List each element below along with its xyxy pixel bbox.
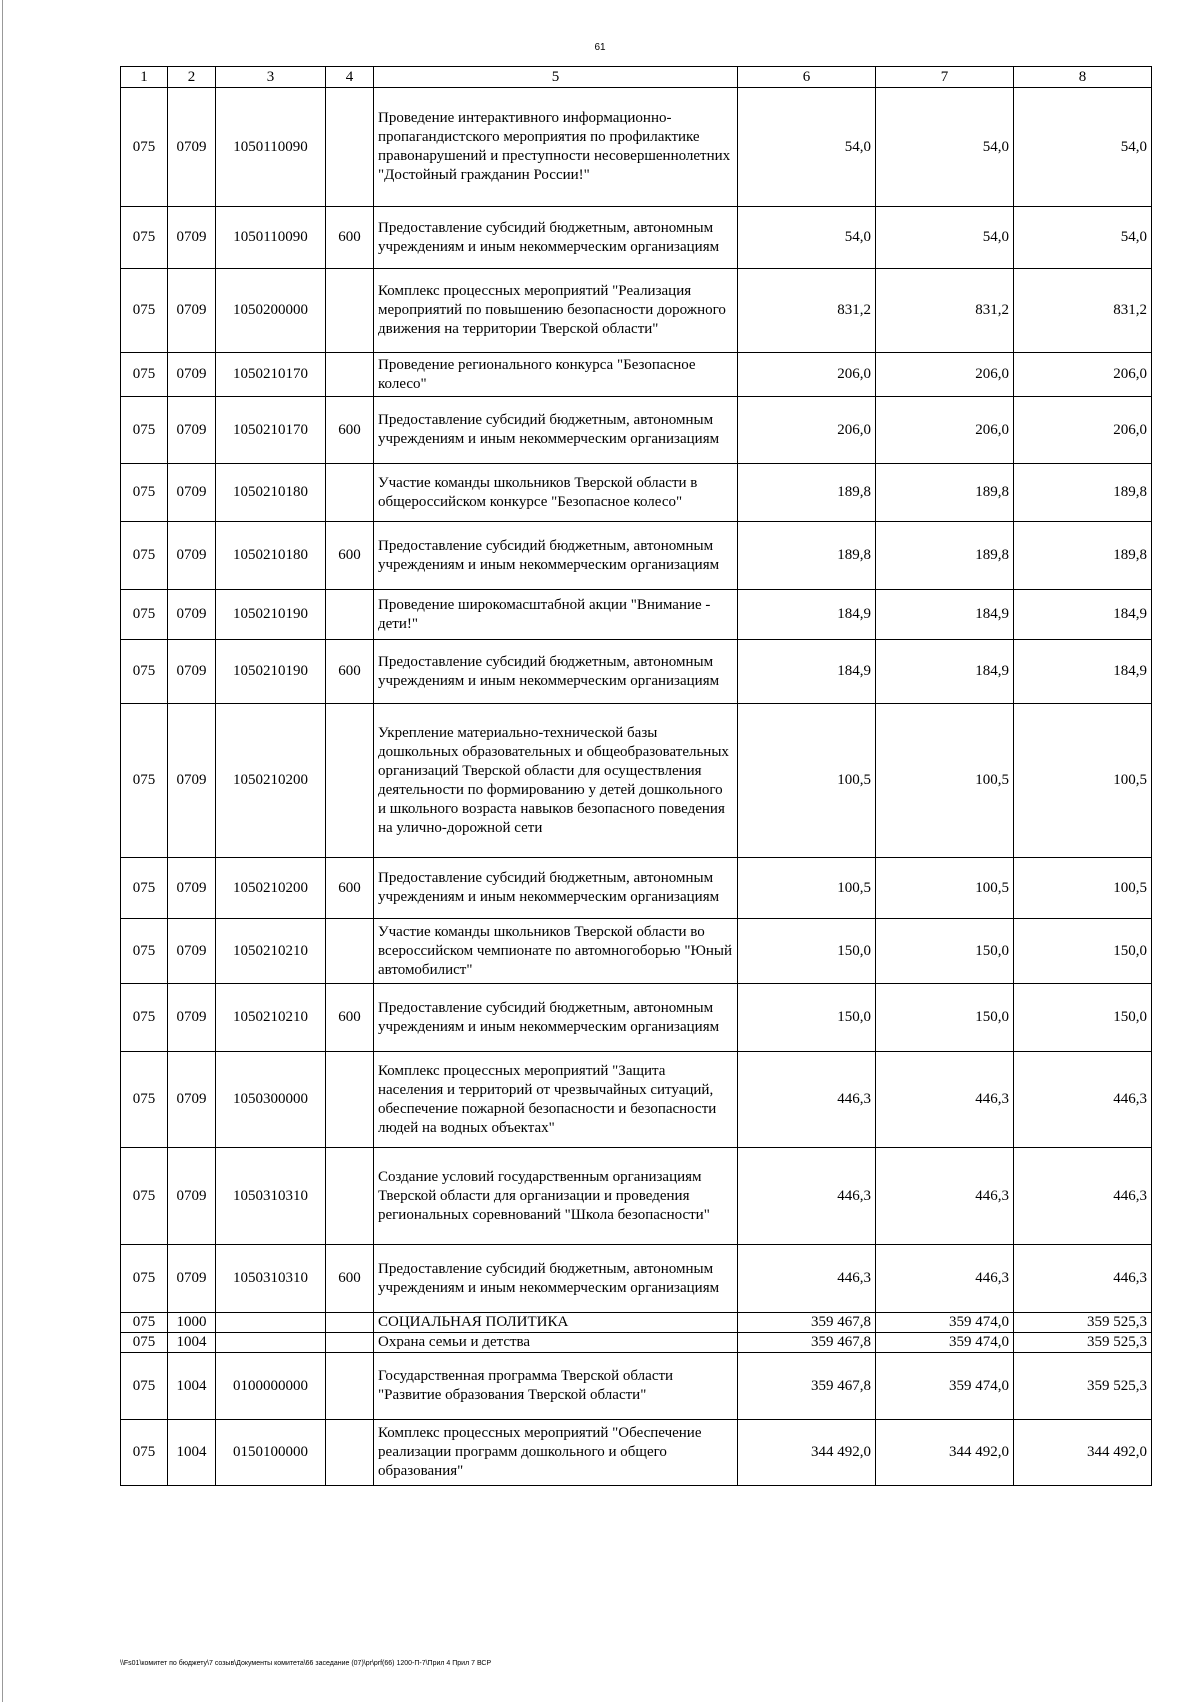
- amount-col-6-cell: 189,8: [738, 522, 876, 590]
- expense-type-cell: [326, 704, 374, 858]
- amount-col-6-cell: 344 492,0: [738, 1420, 876, 1486]
- expense-type-cell: 600: [326, 858, 374, 919]
- amount-col-8-cell: 100,5: [1014, 858, 1152, 919]
- chapter-code-cell: 075: [121, 1052, 168, 1148]
- expense-type-cell: [326, 1333, 374, 1353]
- table-row: [121, 1052, 1152, 1148]
- amount-col-6-cell: 150,0: [738, 984, 876, 1052]
- header-col-4: 4: [326, 67, 374, 88]
- description-cell: Проведение регионального конкурса "Безопасное колесо": [374, 353, 738, 397]
- amount-col-7-cell: 184,9: [876, 590, 1014, 640]
- amount-col-6-cell: 184,9: [738, 640, 876, 704]
- amount-col-8-cell: 184,9: [1014, 640, 1152, 704]
- amount-col-7-cell: 446,3: [876, 1052, 1014, 1148]
- description-cell: Предоставление субсидий бюджетным, автономным учреждениям и иным некоммерческим организациям: [374, 640, 738, 704]
- description-cell: Предоставление субсидий бюджетным, автономным учреждениям и иным некоммерческим организациям: [374, 207, 738, 269]
- amount-col-7-cell: 54,0: [876, 207, 1014, 269]
- amount-col-6-cell: 446,3: [738, 1052, 876, 1148]
- target-article-cell: 1050210190: [216, 640, 326, 704]
- amount-col-8-cell: 150,0: [1014, 919, 1152, 984]
- table-row: [121, 1420, 1152, 1486]
- amount-col-8-cell: 446,3: [1014, 1148, 1152, 1245]
- description-cell: Участие команды школьников Тверской области во всероссийском чемпионате по автомногоборью "Юный автомобилист": [374, 919, 738, 984]
- amount-col-8-cell: 359 525,3: [1014, 1333, 1152, 1353]
- amount-col-8-cell: 446,3: [1014, 1245, 1152, 1313]
- section-code-cell: 0709: [168, 397, 216, 464]
- amount-col-6-cell: 54,0: [738, 88, 876, 207]
- amount-col-8-cell: 150,0: [1014, 984, 1152, 1052]
- amount-col-8-cell: 359 525,3: [1014, 1313, 1152, 1333]
- amount-col-6-cell: 831,2: [738, 269, 876, 353]
- amount-col-8-cell: 184,9: [1014, 590, 1152, 640]
- amount-col-6-cell: 100,5: [738, 704, 876, 858]
- header-col-8: 8: [1014, 67, 1152, 88]
- header-row: [121, 67, 1152, 88]
- table-row: [121, 590, 1152, 640]
- amount-col-7-cell: 100,5: [876, 704, 1014, 858]
- target-article-cell: 1050210200: [216, 858, 326, 919]
- description-cell: Комплекс процессных мероприятий "Защита населения и территорий от чрезвычайных ситуаций, обеспечение пожарной безопасности и безопасности людей на водных объектах": [374, 1052, 738, 1148]
- section-code-cell: 0709: [168, 858, 216, 919]
- amount-col-7-cell: 150,0: [876, 984, 1014, 1052]
- table-row: [121, 1353, 1152, 1420]
- section-code-cell: 0709: [168, 1052, 216, 1148]
- chapter-code-cell: 075: [121, 858, 168, 919]
- amount-col-8-cell: 189,8: [1014, 464, 1152, 522]
- target-article-cell: 1050210200: [216, 704, 326, 858]
- table-row: [121, 353, 1152, 397]
- scan-edge-line: [2, 0, 3, 1702]
- table-row: [121, 88, 1152, 207]
- table-row: [121, 397, 1152, 464]
- amount-col-8-cell: 206,0: [1014, 353, 1152, 397]
- chapter-code-cell: 075: [121, 353, 168, 397]
- description-cell: Проведение интерактивного информационно-пропагандистского мероприятия по профилактике правонарушений и преступности несовершеннолетних "Достойный гражданин России!": [374, 88, 738, 207]
- section-code-cell: 1000: [168, 1313, 216, 1333]
- table-row: [121, 269, 1152, 353]
- header-col-2: 2: [168, 67, 216, 88]
- target-article-cell: 1050210170: [216, 397, 326, 464]
- description-cell: Комплекс процессных мероприятий "Обеспечение реализации программ дошкольного и общего образования": [374, 1420, 738, 1486]
- expense-type-cell: [326, 1148, 374, 1245]
- target-article-cell: 1050110090: [216, 88, 326, 207]
- section-code-cell: 0709: [168, 207, 216, 269]
- header-col-6: 6: [738, 67, 876, 88]
- chapter-code-cell: 075: [121, 88, 168, 207]
- amount-col-8-cell: 344 492,0: [1014, 1420, 1152, 1486]
- target-article-cell: 1050310310: [216, 1245, 326, 1313]
- target-article-cell: 1050300000: [216, 1052, 326, 1148]
- amount-col-8-cell: 359 525,3: [1014, 1353, 1152, 1420]
- expense-type-cell: [326, 1052, 374, 1148]
- description-cell: Комплекс процессных мероприятий "Реализация мероприятий по повышению безопасности дорожного движения на территории Тверской области": [374, 269, 738, 353]
- page-number: 61: [594, 42, 606, 53]
- description-cell: Предоставление субсидий бюджетным, автономным учреждениям и иным некоммерческим организациям: [374, 522, 738, 590]
- header-col-3: 3: [216, 67, 326, 88]
- table-row: [121, 1148, 1152, 1245]
- amount-col-6-cell: 359 467,8: [738, 1313, 876, 1333]
- amount-col-8-cell: 446,3: [1014, 1052, 1152, 1148]
- target-article-cell: 1050210180: [216, 464, 326, 522]
- section-code-cell: 0709: [168, 522, 216, 590]
- amount-col-7-cell: 150,0: [876, 919, 1014, 984]
- chapter-code-cell: 075: [121, 522, 168, 590]
- section-code-cell: 0709: [168, 590, 216, 640]
- description-cell: Предоставление субсидий бюджетным, автономным учреждениям и иным некоммерческим организациям: [374, 858, 738, 919]
- amount-col-7-cell: 446,3: [876, 1148, 1014, 1245]
- amount-col-6-cell: 184,9: [738, 590, 876, 640]
- table-row: [121, 464, 1152, 522]
- section-code-cell: 1004: [168, 1333, 216, 1353]
- description-cell: Участие команды школьников Тверской области в общероссийском конкурсе "Безопасное колесо": [374, 464, 738, 522]
- header-col-1: 1: [121, 67, 168, 88]
- section-code-cell: 0709: [168, 704, 216, 858]
- expense-type-cell: [326, 269, 374, 353]
- table-row: [121, 1313, 1152, 1333]
- amount-col-8-cell: 100,5: [1014, 704, 1152, 858]
- section-code-cell: 0709: [168, 984, 216, 1052]
- description-cell: Охрана семьи и детства: [374, 1333, 738, 1353]
- table-row: [121, 919, 1152, 984]
- amount-col-7-cell: 54,0: [876, 88, 1014, 207]
- table-body: [121, 88, 1152, 1486]
- amount-col-7-cell: 446,3: [876, 1245, 1014, 1313]
- target-article-cell: 1050110090: [216, 207, 326, 269]
- expense-type-cell: [326, 1313, 374, 1333]
- section-code-cell: 0709: [168, 269, 216, 353]
- expense-type-cell: 600: [326, 1245, 374, 1313]
- description-cell: Создание условий государственным организациям Тверской области для организации и проведения региональных соревнований "Школа безопасности": [374, 1148, 738, 1245]
- header-col-7: 7: [876, 67, 1014, 88]
- expense-type-cell: 600: [326, 640, 374, 704]
- amount-col-7-cell: 189,8: [876, 522, 1014, 590]
- section-code-cell: 0709: [168, 353, 216, 397]
- amount-col-8-cell: 189,8: [1014, 522, 1152, 590]
- target-article-cell: 1050210210: [216, 919, 326, 984]
- amount-col-7-cell: 359 474,0: [876, 1333, 1014, 1353]
- section-code-cell: 1004: [168, 1353, 216, 1420]
- amount-col-7-cell: 206,0: [876, 353, 1014, 397]
- target-article-cell: [216, 1333, 326, 1353]
- description-cell: Укрепление материально-технической базы дошкольных образовательных и общеобразовательных организаций Тверской области для осуществления деятельности по формированию у детей дошкольного и школьного возраста навыков безопасного поведения на улично-дорожной сети: [374, 704, 738, 858]
- amount-col-7-cell: 206,0: [876, 397, 1014, 464]
- chapter-code-cell: 075: [121, 704, 168, 858]
- expense-type-cell: 600: [326, 522, 374, 590]
- target-article-cell: 0100000000: [216, 1353, 326, 1420]
- chapter-code-cell: 075: [121, 1333, 168, 1353]
- expense-type-cell: 600: [326, 397, 374, 464]
- amount-col-6-cell: 359 467,8: [738, 1353, 876, 1420]
- description-cell: СОЦИАЛЬНАЯ ПОЛИТИКА: [374, 1313, 738, 1333]
- target-article-cell: 1050210190: [216, 590, 326, 640]
- chapter-code-cell: 075: [121, 640, 168, 704]
- description-cell: Проведение широкомасштабной акции "Внимание - дети!": [374, 590, 738, 640]
- amount-col-6-cell: 446,3: [738, 1245, 876, 1313]
- amount-col-7-cell: 189,8: [876, 464, 1014, 522]
- chapter-code-cell: 075: [121, 590, 168, 640]
- chapter-code-cell: 075: [121, 269, 168, 353]
- chapter-code-cell: 075: [121, 1245, 168, 1313]
- table-row: [121, 1245, 1152, 1313]
- table-row: [121, 640, 1152, 704]
- expense-type-cell: [326, 464, 374, 522]
- chapter-code-cell: 075: [121, 397, 168, 464]
- amount-col-6-cell: 446,3: [738, 1148, 876, 1245]
- target-article-cell: 1050210210: [216, 984, 326, 1052]
- amount-col-6-cell: 100,5: [738, 858, 876, 919]
- description-cell: Предоставление субсидий бюджетным, автономным учреждениям и иным некоммерческим организациям: [374, 397, 738, 464]
- description-cell: Предоставление субсидий бюджетным, автономным учреждениям и иным некоммерческим организациям: [374, 984, 738, 1052]
- amount-col-8-cell: 54,0: [1014, 207, 1152, 269]
- amount-col-7-cell: 359 474,0: [876, 1353, 1014, 1420]
- amount-col-7-cell: 184,9: [876, 640, 1014, 704]
- expense-type-cell: [326, 1353, 374, 1420]
- description-cell: Государственная программа Тверской области "Развитие образования Тверской области": [374, 1353, 738, 1420]
- target-article-cell: [216, 1313, 326, 1333]
- amount-col-6-cell: 54,0: [738, 207, 876, 269]
- budget-table: [120, 66, 1152, 1486]
- table-row: [121, 1333, 1152, 1353]
- section-code-cell: 0709: [168, 1245, 216, 1313]
- amount-col-6-cell: 150,0: [738, 919, 876, 984]
- table-row: [121, 207, 1152, 269]
- section-code-cell: 0709: [168, 919, 216, 984]
- expense-type-cell: [326, 1420, 374, 1486]
- chapter-code-cell: 075: [121, 1148, 168, 1245]
- header-col-5: 5: [374, 67, 738, 88]
- chapter-code-cell: 075: [121, 919, 168, 984]
- section-code-cell: 0709: [168, 464, 216, 522]
- amount-col-6-cell: 206,0: [738, 353, 876, 397]
- section-code-cell: 0709: [168, 1148, 216, 1245]
- amount-col-6-cell: 189,8: [738, 464, 876, 522]
- chapter-code-cell: 075: [121, 1420, 168, 1486]
- expense-type-cell: [326, 353, 374, 397]
- amount-col-7-cell: 344 492,0: [876, 1420, 1014, 1486]
- amount-col-7-cell: 100,5: [876, 858, 1014, 919]
- chapter-code-cell: 075: [121, 1313, 168, 1333]
- table-row: [121, 522, 1152, 590]
- table-row: [121, 858, 1152, 919]
- file-path-footer: \\Fs01\комитет по бюджету\7 созыв\Документы комитета\66 заседание (07)\pr\prf(66) 1200-П-7\Прил 4 Прил 7 ВСР: [120, 1660, 492, 1667]
- amount-col-8-cell: 54,0: [1014, 88, 1152, 207]
- chapter-code-cell: 075: [121, 464, 168, 522]
- expense-type-cell: [326, 590, 374, 640]
- target-article-cell: 1050210180: [216, 522, 326, 590]
- amount-col-6-cell: 206,0: [738, 397, 876, 464]
- chapter-code-cell: 075: [121, 1353, 168, 1420]
- section-code-cell: 1004: [168, 1420, 216, 1486]
- chapter-code-cell: 075: [121, 207, 168, 269]
- target-article-cell: 1050310310: [216, 1148, 326, 1245]
- expense-type-cell: 600: [326, 984, 374, 1052]
- expense-type-cell: [326, 919, 374, 984]
- table-row: [121, 704, 1152, 858]
- amount-col-6-cell: 359 467,8: [738, 1333, 876, 1353]
- expense-type-cell: 600: [326, 207, 374, 269]
- amount-col-8-cell: 206,0: [1014, 397, 1152, 464]
- amount-col-7-cell: 359 474,0: [876, 1313, 1014, 1333]
- table-row: [121, 984, 1152, 1052]
- chapter-code-cell: 075: [121, 984, 168, 1052]
- section-code-cell: 0709: [168, 88, 216, 207]
- description-cell: Предоставление субсидий бюджетным, автономным учреждениям и иным некоммерческим организациям: [374, 1245, 738, 1313]
- target-article-cell: 0150100000: [216, 1420, 326, 1486]
- section-code-cell: 0709: [168, 640, 216, 704]
- target-article-cell: 1050200000: [216, 269, 326, 353]
- expense-type-cell: [326, 88, 374, 207]
- target-article-cell: 1050210170: [216, 353, 326, 397]
- amount-col-7-cell: 831,2: [876, 269, 1014, 353]
- amount-col-8-cell: 831,2: [1014, 269, 1152, 353]
